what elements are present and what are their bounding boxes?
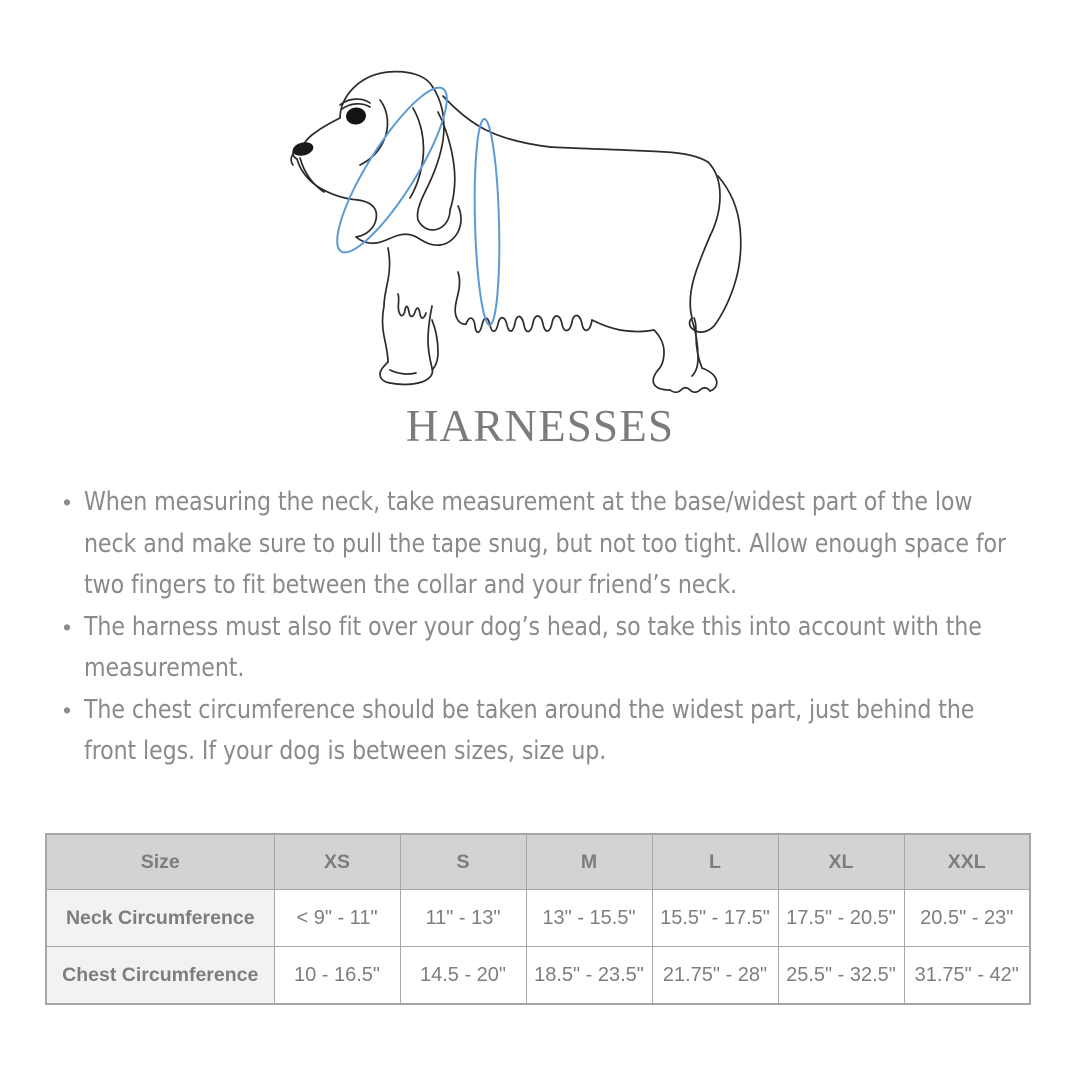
cell-chest-l: 21.75" - 28" [652, 947, 778, 1005]
cell-neck-m: 13" - 15.5" [526, 890, 652, 947]
page-title: HARNESSES [405, 401, 675, 451]
table-header-row [46, 834, 1030, 890]
cell-neck-xs: < 9" - 11" [274, 890, 400, 947]
cell-neck-l: 15.5" - 17.5" [652, 890, 778, 947]
front-paw-front [380, 362, 390, 383]
neck-ruff-outline [356, 234, 440, 245]
cell-chest-xl: 25.5" - 32.5" [778, 947, 904, 1005]
table-row [46, 890, 1030, 947]
column-header-xxl: XXL [904, 834, 1030, 890]
list-item-text: The chest circumference should be taken around the widest part, just behind the front legs. If your dog is between sizes, size up. [84, 694, 975, 766]
far-front-paw [390, 370, 416, 374]
front-leg-back-edge [428, 306, 432, 368]
measuring-notes-list [58, 482, 1043, 773]
front-leg-front-edge [383, 306, 389, 362]
far-front-leg [432, 320, 438, 370]
column-header-xs: XS [274, 834, 400, 890]
column-header-m: M [526, 834, 652, 890]
chest-measurement-loop [472, 119, 501, 326]
nose-underline [291, 153, 294, 165]
table-corner-header: Size [46, 834, 274, 890]
size-chart-table-wrapper [45, 833, 1031, 1005]
rear-thigh-back-edge [690, 236, 710, 318]
front-feather-tip [456, 316, 466, 324]
cell-neck-xl: 17.5" - 20.5" [778, 890, 904, 947]
bullet-icon: • [63, 696, 72, 723]
list-item-text: The harness must also fit over your dog’s head, so take this into account with the measurement. [84, 611, 982, 683]
rear-paw-front [653, 370, 670, 390]
row-header-chest: Chest Circumference [46, 947, 274, 1005]
cell-chest-xxl: 31.75" - 42" [904, 947, 1030, 1005]
eye-icon [345, 106, 367, 126]
list-item-text: When measuring the neck, take measurement at the base/widest part of the low neck and make sure to pull the tape snug, but not too tight. Allow enough space for two fingers to fit between the collar and your friend’s neck. [84, 487, 1006, 600]
cell-neck-xxl: 20.5" - 23" [904, 890, 1030, 947]
column-header-s: S [400, 834, 526, 890]
row-header-neck: Neck Circumference [46, 890, 274, 947]
list-item [58, 482, 1043, 607]
lip-flew-line [300, 158, 324, 192]
dog-side-profile-svg [280, 48, 800, 393]
back-topline [550, 147, 708, 162]
list-item [58, 690, 1043, 773]
front-leg-fringe [398, 294, 426, 318]
cell-neck-s: 11" - 13" [400, 890, 526, 947]
bullet-icon: • [63, 489, 72, 515]
ear-bottom-curve [418, 210, 450, 230]
muzzle-lower-outline [297, 159, 358, 200]
column-header-l: L [652, 834, 778, 890]
table-row [46, 947, 1030, 1005]
dog-illustration [0, 48, 1080, 398]
column-header-xl: XL [778, 834, 904, 890]
tail-plume-outer [714, 176, 741, 326]
front-paw-bottom [390, 368, 433, 384]
forehead-outline [304, 118, 340, 144]
bullet-icon: • [63, 613, 72, 640]
chin-outline [356, 200, 376, 237]
neck-topline [443, 96, 550, 147]
nose-icon [291, 140, 315, 158]
ear-front-edge [417, 86, 443, 220]
belly-to-rear-line [592, 320, 654, 332]
list-item [58, 607, 1043, 690]
cell-chest-s: 14.5 - 20" [400, 947, 526, 1005]
rear-paw-toes [670, 388, 710, 393]
cell-chest-xs: 10 - 16.5" [274, 947, 400, 1005]
cell-chest-m: 18.5" - 23.5" [526, 947, 652, 1005]
rump-outline [708, 162, 720, 236]
front-leg-feather-line [455, 272, 459, 316]
size-chart-table [45, 833, 1031, 1005]
rear-hock-front [654, 330, 664, 370]
front-ruff-drop [384, 248, 390, 306]
